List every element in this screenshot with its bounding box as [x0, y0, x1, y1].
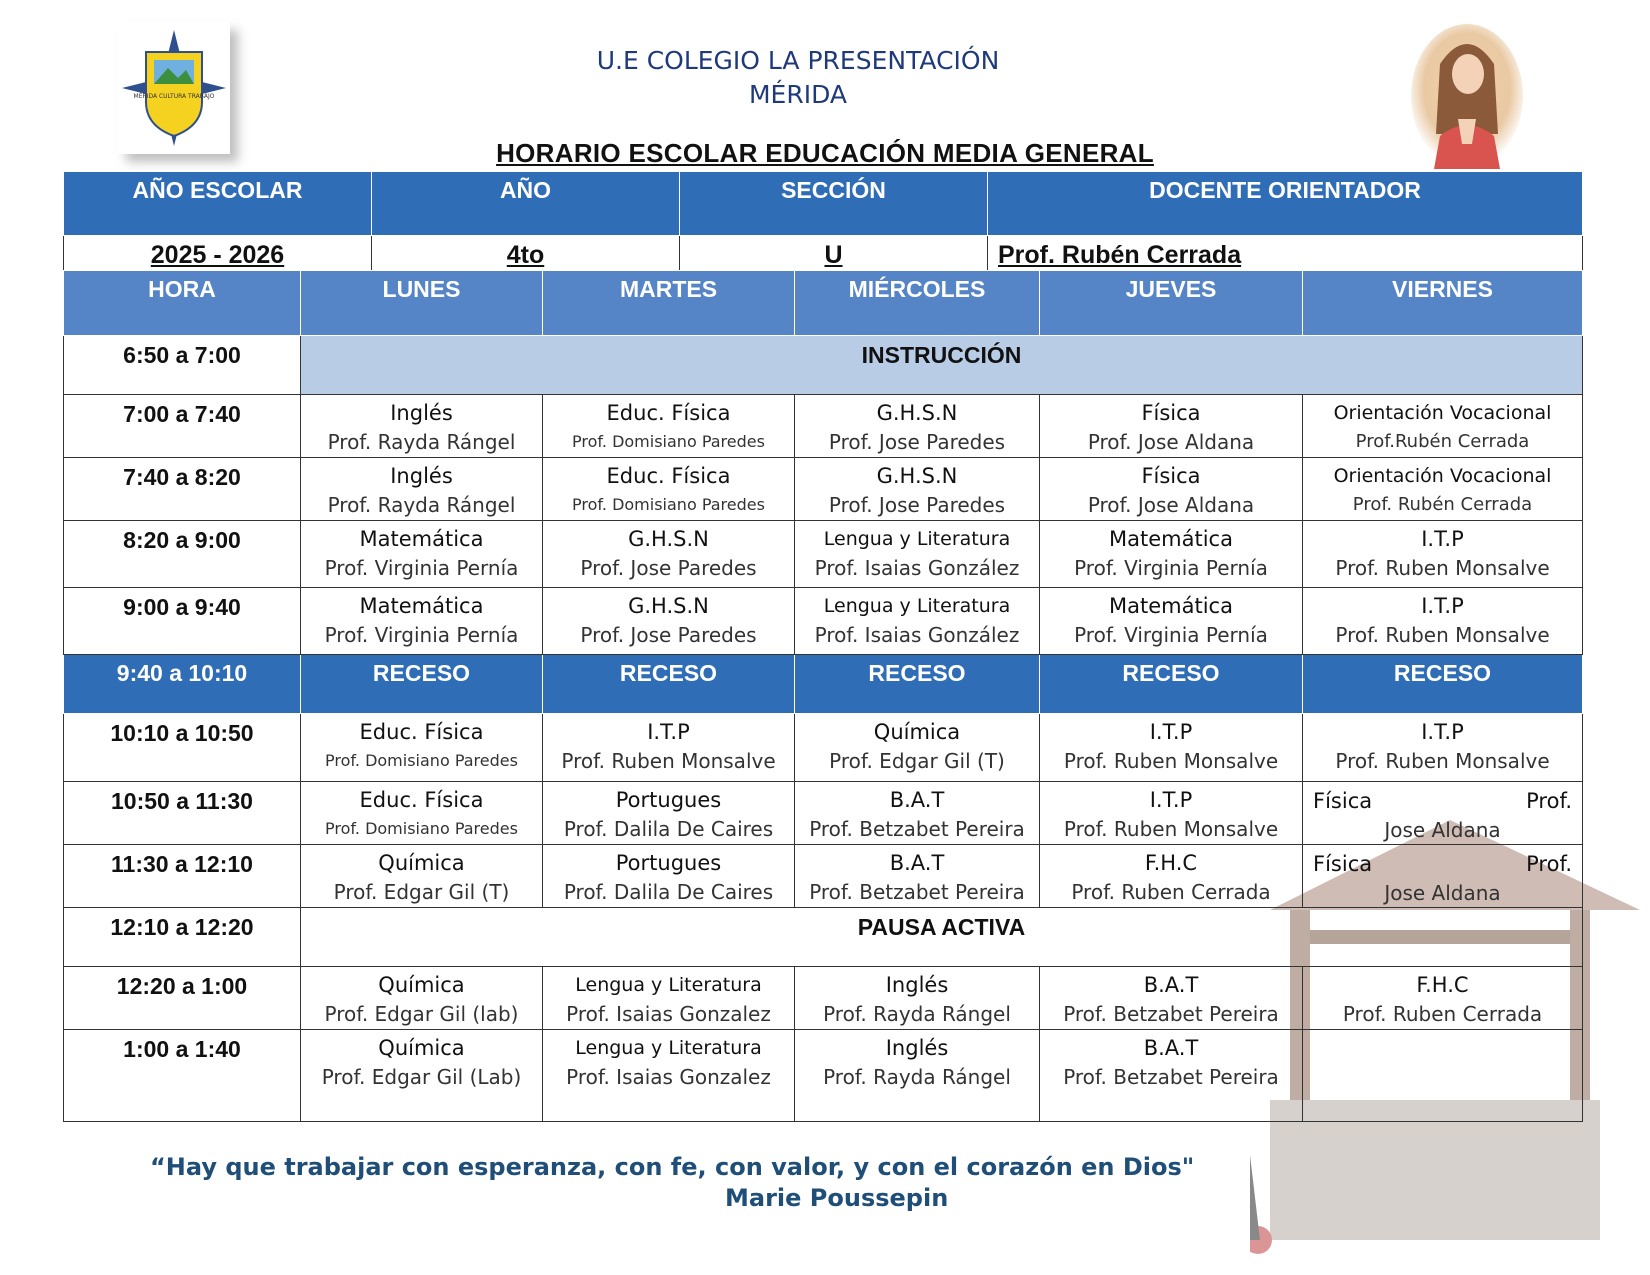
time-cell: 1:00 a 1:40 — [64, 1030, 301, 1122]
class-cell-monday — [301, 782, 543, 845]
class-cell-wednesday — [795, 845, 1040, 908]
recess-tuesday: RECESO — [543, 655, 795, 714]
subject-name: Matemática — [359, 594, 484, 618]
teacher-name: Prof. Edgar Gil (T) — [829, 749, 1005, 773]
info-header-counselor: DOCENTE ORIENTADOR — [988, 172, 1583, 236]
subject-name: Lengua y Literatura — [575, 974, 762, 996]
header-wednesday: MIÉRCOLES — [795, 271, 1040, 336]
teacher-name: Prof. Jose Paredes — [580, 556, 757, 580]
subject-name: Lengua y Literatura — [575, 1037, 762, 1059]
subject-name: B.A.T — [1143, 973, 1199, 997]
class-cell-tuesday — [543, 395, 795, 458]
teacher-name: Prof. Rayda Rángel — [327, 493, 516, 517]
class-cell-monday — [301, 845, 543, 908]
teacher-name: Prof. Virginia Pernía — [324, 556, 519, 580]
subject-name: G.H.S.N — [628, 594, 709, 618]
info-counselor: Prof. Rubén Cerrada — [988, 236, 1583, 275]
subject-name: F.H.C — [1416, 973, 1469, 997]
quote-text: “Hay que trabajar con esperanza, con fe, con valor, y con el corazón en Dios" — [150, 1153, 1195, 1181]
class-cell-friday — [1303, 458, 1583, 521]
class-cell-friday — [1303, 967, 1583, 1030]
teacher-name: Prof. Isaias González — [814, 623, 1020, 647]
teacher-name: Prof. Ruben Cerrada — [1342, 1002, 1543, 1026]
class-cell-thursday — [1040, 782, 1303, 845]
class-cell-thursday — [1040, 967, 1303, 1030]
class-row — [64, 1030, 1583, 1122]
subject-name: Química — [873, 720, 961, 744]
teacher-title: Prof. — [1526, 851, 1572, 876]
teacher-name: Prof. Jose Aldana — [1087, 430, 1255, 454]
class-cell-wednesday — [795, 714, 1040, 782]
time-cell: 10:50 a 11:30 — [64, 782, 301, 845]
class-cell-wednesday — [795, 395, 1040, 458]
subject-name: Física — [1313, 788, 1373, 813]
teacher-name: Jose Aldana — [1384, 817, 1501, 842]
teacher-name: Prof. Dalila De Caires — [563, 817, 774, 841]
instruction-row — [64, 336, 1583, 395]
class-cell-tuesday — [543, 521, 795, 588]
quote-author: Marie Poussepin — [725, 1184, 949, 1212]
recess-wednesday: RECESO — [795, 655, 1040, 714]
class-cell-thursday — [1040, 714, 1303, 782]
info-header-section: SECCIÓN — [680, 172, 988, 236]
class-cell-friday — [1303, 782, 1583, 845]
class-row — [64, 967, 1583, 1030]
teacher-name: Prof. Rayda Rángel — [823, 1065, 1011, 1089]
subject-name: Educ. Física — [606, 464, 731, 488]
teacher-name: Prof. Betzabet Pereira — [1063, 1002, 1279, 1026]
subject-name: Lengua y Literatura — [823, 595, 1011, 617]
class-cell-monday — [301, 714, 543, 782]
subject-name: I.T.P — [1421, 720, 1464, 744]
time-cell: 7:40 a 8:20 — [64, 458, 301, 521]
class-cell-monday — [301, 588, 543, 655]
class-cell-wednesday — [795, 967, 1040, 1030]
subject-name: Inglés — [885, 973, 949, 997]
subject-name: Física — [1141, 464, 1201, 488]
time-cell: 10:10 a 10:50 — [64, 714, 301, 782]
teacher-name: Prof. Ruben Monsalve — [1335, 749, 1550, 773]
class-cell-tuesday — [543, 782, 795, 845]
class-cell-monday — [301, 967, 543, 1030]
teacher-name: Prof. Rubén Cerrada — [1352, 494, 1533, 515]
time-cell: 8:20 a 9:00 — [64, 521, 301, 588]
subject-name: I.T.P — [1149, 720, 1193, 744]
subject-name: Educ. Física — [606, 401, 731, 425]
teacher-name: Prof. Jose Aldana — [1087, 493, 1255, 517]
subject-name: Portugues — [615, 788, 722, 812]
class-row — [64, 395, 1583, 458]
class-row — [64, 521, 1583, 588]
subject-name: Orientación Vocacional — [1333, 465, 1552, 487]
teacher-name: Prof. Ruben Monsalve — [1063, 817, 1279, 841]
logo-text: MÉRIDA CULTURA TRABAJO — [133, 93, 215, 100]
class-cell-wednesday — [795, 782, 1040, 845]
school-name: U.E COLEGIO LA PRESENTACIÓN — [596, 46, 1000, 75]
active-pause-row — [64, 908, 1583, 967]
recess-friday: RECESO — [1303, 655, 1583, 714]
subject-name: G.H.S.N — [628, 527, 709, 551]
teacher-name: Prof. Edgar Gil (T) — [333, 880, 510, 904]
class-cell-tuesday — [543, 458, 795, 521]
info-table — [63, 171, 1583, 275]
subject-name: G.H.S.N — [876, 464, 958, 488]
class-cell-thursday — [1040, 458, 1303, 521]
instruction-band: INSTRUCCIÓN — [301, 336, 1583, 395]
teacher-name: Prof. Jose Paredes — [828, 430, 1006, 454]
info-header-year: AÑO — [372, 172, 680, 236]
subject-name: Inglés — [390, 401, 453, 425]
subject-name: I.T.P — [1421, 594, 1464, 618]
time-cell: 6:50 a 7:00 — [64, 336, 301, 395]
teacher-name: Prof. Domisiano Paredes — [572, 495, 765, 514]
header-monday: LUNES — [301, 271, 543, 336]
teacher-name: Prof. Betzabet Pereira — [809, 817, 1025, 841]
class-cell-tuesday — [543, 714, 795, 782]
class-cell-wednesday — [795, 1030, 1040, 1122]
class-cell-friday — [1303, 588, 1583, 655]
header-hour: HORA — [64, 271, 301, 336]
subject-name: Física — [1141, 401, 1201, 425]
class-cell-thursday — [1040, 845, 1303, 908]
class-cell-monday — [301, 521, 543, 588]
subject-name: I.T.P — [1421, 527, 1464, 551]
class-cell-wednesday — [795, 521, 1040, 588]
teacher-name: Prof. Domisiano Paredes — [572, 432, 765, 451]
subject-name: B.A.T — [889, 788, 945, 812]
subject-name: Química — [378, 1036, 465, 1060]
teacher-name: Prof.Rubén Cerrada — [1355, 431, 1530, 452]
schedule-table — [63, 270, 1583, 1122]
class-row — [64, 782, 1583, 845]
time-cell: 12:10 a 12:20 — [64, 908, 301, 967]
subject-name: Matemática — [1109, 527, 1233, 551]
subject-name: I.T.P — [647, 720, 690, 744]
header-thursday: JUEVES — [1040, 271, 1303, 336]
teacher-name: Prof. Edgar Gil (Lab) — [321, 1065, 522, 1089]
time-cell: 7:00 a 7:40 — [64, 395, 301, 458]
class-row — [64, 845, 1583, 908]
class-cell-monday — [301, 395, 543, 458]
teacher-name: Prof. Isaias González — [814, 556, 1020, 580]
class-cell-friday — [1303, 1030, 1583, 1122]
class-cell-thursday — [1040, 521, 1303, 588]
subject-name: B.A.T — [1143, 1036, 1199, 1060]
subject-name: Educ. Física — [359, 788, 484, 812]
teacher-name: Prof. Rayda Rángel — [327, 430, 516, 454]
class-cell-thursday — [1040, 588, 1303, 655]
page-title: HORARIO ESCOLAR EDUCACIÓN MEDIA GENERAL — [496, 138, 1154, 168]
class-cell-monday — [301, 458, 543, 521]
class-row — [64, 588, 1583, 655]
info-school-year: 2025 - 2026 — [64, 236, 372, 275]
class-cell-tuesday — [543, 845, 795, 908]
time-cell: 11:30 a 12:10 — [64, 845, 301, 908]
teacher-name: Prof. Betzabet Pereira — [809, 880, 1025, 904]
class-cell-tuesday — [543, 588, 795, 655]
school-city: MÉRIDA — [748, 80, 848, 109]
active-pause-band: PAUSA ACTIVA — [301, 908, 1583, 967]
subject-name: F.H.C — [1144, 851, 1198, 875]
teacher-name: Prof. Jose Paredes — [828, 493, 1006, 517]
teacher-name: Prof. Betzabet Pereira — [1063, 1065, 1279, 1089]
subject-name: Física — [1313, 851, 1373, 876]
subject-name: Orientación Vocacional — [1333, 402, 1552, 424]
teacher-name: Prof. Virginia Pernía — [1074, 623, 1268, 647]
teacher-name: Prof. Ruben Monsalve — [561, 749, 776, 773]
teacher-name: Prof. Ruben Cerrada — [1071, 880, 1271, 904]
teacher-name: Prof. Domisiano Paredes — [325, 751, 518, 770]
time-cell: 9:00 a 9:40 — [64, 588, 301, 655]
class-cell-tuesday — [543, 1030, 795, 1122]
info-header-school-year: AÑO ESCOLAR — [64, 172, 372, 236]
class-cell-friday — [1303, 714, 1583, 782]
teacher-name: Prof. Isaias Gonzalez — [566, 1002, 771, 1026]
teacher-name: Prof. Ruben Monsalve — [1335, 623, 1550, 647]
teacher-name: Prof. Virginia Pernía — [1074, 556, 1268, 580]
teacher-name: Prof. Dalila De Caires — [563, 880, 774, 904]
subject-name: G.H.S.N — [876, 401, 958, 425]
time-cell: 12:20 a 1:00 — [64, 967, 301, 1030]
class-cell-wednesday — [795, 458, 1040, 521]
class-cell-tuesday — [543, 967, 795, 1030]
class-cell-friday — [1303, 845, 1583, 908]
subject-name: Lengua y Literatura — [823, 528, 1011, 550]
recess-row — [64, 655, 1583, 714]
teacher-title: Prof. — [1526, 788, 1572, 813]
class-cell-monday — [301, 1030, 543, 1122]
subject-name: Matemática — [359, 527, 484, 551]
subject-name: I.T.P — [1149, 788, 1193, 812]
header-tuesday: MARTES — [543, 271, 795, 336]
info-year: 4to — [372, 236, 680, 275]
subject-name: Portugues — [615, 851, 722, 875]
class-cell-friday — [1303, 521, 1583, 588]
subject-name: B.A.T — [889, 851, 945, 875]
teacher-name: Prof. Ruben Monsalve — [1335, 556, 1550, 580]
recess-monday: RECESO — [301, 655, 543, 714]
teacher-name: Prof. Virginia Pernía — [324, 623, 519, 647]
teacher-name: Jose Aldana — [1384, 880, 1501, 905]
class-cell-thursday — [1040, 395, 1303, 458]
header-friday: VIERNES — [1303, 271, 1583, 336]
subject-name: Educ. Física — [359, 720, 484, 744]
class-cell-thursday — [1040, 1030, 1303, 1122]
teacher-name: Prof. Ruben Monsalve — [1063, 749, 1279, 773]
subject-name: Química — [378, 851, 465, 875]
recess-thursday: RECESO — [1040, 655, 1303, 714]
teacher-name: Prof. Jose Paredes — [580, 623, 757, 647]
teacher-name: Prof. Edgar Gil (lab) — [324, 1002, 519, 1026]
subject-name: Química — [378, 973, 465, 997]
info-section: U — [680, 236, 988, 275]
class-cell-friday — [1303, 395, 1583, 458]
recess-time: 9:40 a 10:10 — [64, 655, 301, 714]
subject-name: Inglés — [885, 1036, 949, 1060]
class-row — [64, 714, 1583, 782]
subject-name: Inglés — [390, 464, 453, 488]
subject-name: Matemática — [1109, 594, 1233, 618]
class-row — [64, 458, 1583, 521]
teacher-name: Prof. Isaias Gonzalez — [566, 1065, 771, 1089]
class-cell-wednesday — [795, 588, 1040, 655]
schedule-header-row — [64, 271, 1583, 336]
teacher-name: Prof. Domisiano Paredes — [325, 819, 518, 838]
teacher-name: Prof. Rayda Rángel — [823, 1002, 1011, 1026]
